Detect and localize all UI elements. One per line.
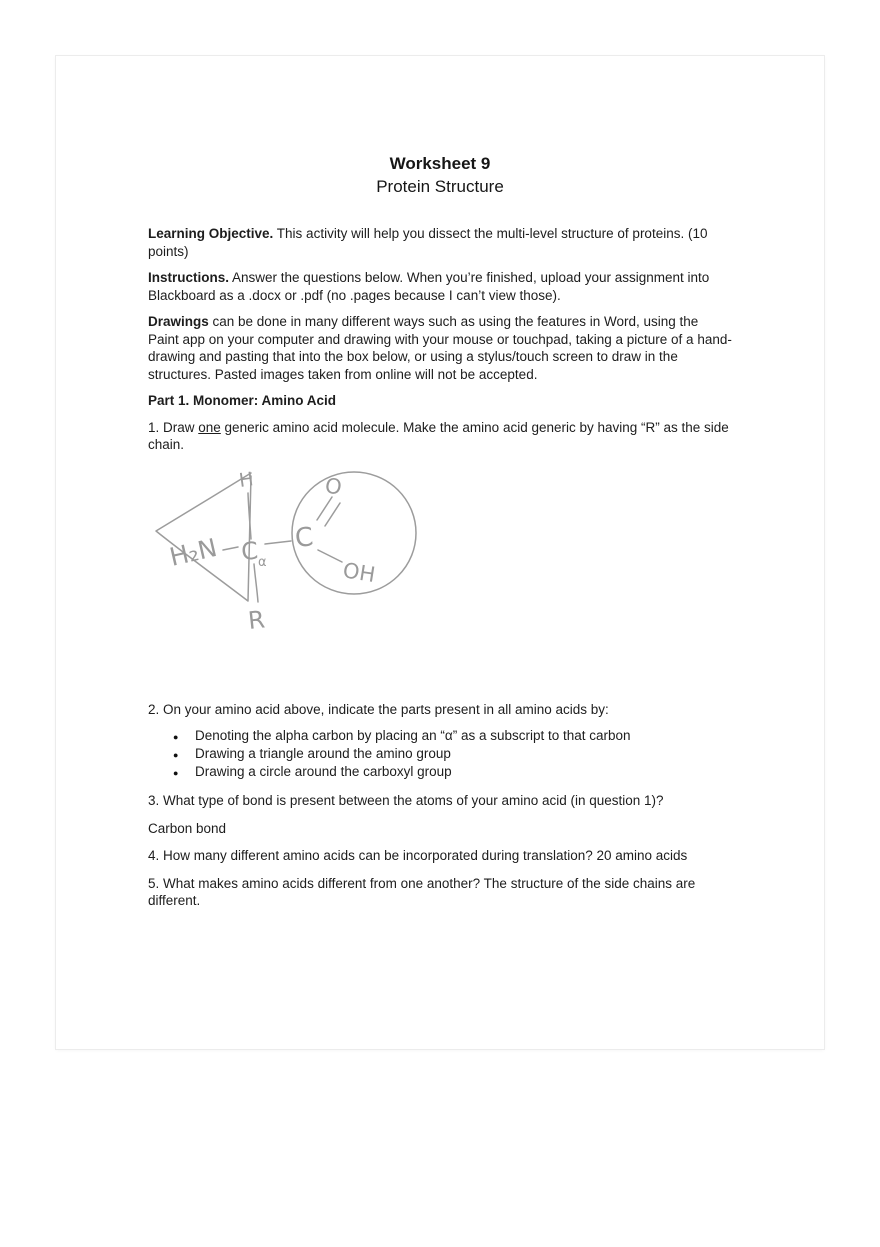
bullet-text: Drawing a circle around the carboxyl group — [195, 764, 452, 779]
bullet-icon: ● — [173, 768, 179, 778]
hydroxyl-label: OH — [341, 557, 377, 587]
side-chain-label: R — [246, 604, 267, 635]
instructions-label: Instructions. — [148, 270, 230, 285]
doc-title: Worksheet 9 — [389, 154, 491, 173]
answer-3: Carbon bond — [148, 820, 227, 836]
bullet-icon: ● — [173, 732, 179, 742]
drawings-label: Drawings — [148, 314, 209, 329]
c-to-oh-bond — [318, 550, 342, 562]
c-o-double-bond-1 — [317, 497, 332, 520]
learning-objective-text: This activity will help you dissect the multi-level structure of proteins. (10 points) — [148, 226, 708, 259]
learning-objective-label: Learning Objective. — [148, 226, 274, 241]
part1-heading: Part 1. Monomer: Amino Acid — [148, 393, 337, 408]
question-2: 2. On your amino acid above, indicate the parts present in all amino acids by: — [148, 701, 609, 717]
question-1-suffix: generic amino acid molecule. Make the amino acid generic by having “R” as the side chain. — [148, 419, 729, 452]
doc-subtitle: Protein Structure — [376, 177, 504, 196]
bullet-text: Drawing a triangle around the amino group — [195, 746, 451, 761]
drawings-text: can be done in many different ways such as using the features in Word, using the Paint app on your computer and drawing with your mouse or touchpad, taking a picture of a hand-drawing and pasting that into the box below, or using a stylus/touch screen to draw in the structures. Pasted images taken from online will not be accepted. — [148, 314, 732, 382]
hydrogen-label: H — [237, 467, 255, 492]
oxygen-label: O — [323, 472, 344, 500]
alpha-subscript-label: α — [258, 554, 267, 570]
list-item — [148, 727, 732, 745]
document-page — [56, 56, 824, 1049]
list-item — [148, 745, 732, 763]
instructions-text: Answer the questions below. When you’re finished, upload your assignment into Blackboard as a .docx or .pdf (no .pages because I can’t view those). — [148, 270, 710, 303]
bullet-icon: ● — [173, 750, 179, 760]
question-1-underlined-word: one — [198, 419, 221, 435]
bullet-text: Denoting the alpha carbon by placing an “α” as a subscript to that carbon — [195, 728, 631, 743]
list-item — [148, 763, 732, 781]
alpha-carbon-label: C — [240, 536, 260, 566]
learning-objective-paragraph — [148, 225, 732, 260]
question-1 — [148, 419, 732, 454]
c-o-double-bond-2 — [325, 503, 340, 526]
drawings-paragraph — [148, 313, 732, 383]
question-2-bullet-list — [148, 727, 732, 781]
question-1-prefix: 1. Draw — [148, 419, 199, 435]
n-to-c-bond — [223, 547, 238, 550]
instructions-paragraph — [148, 269, 732, 304]
question-3: 3. What type of bond is present between the atoms of your amino acid (in question 1)? — [148, 793, 664, 808]
question-4: 4. How many different amino acids can be incorporated during translation? 20 amino acids — [148, 848, 688, 863]
carboxyl-carbon-label: C — [293, 521, 315, 554]
question-5: 5. What makes amino acids different from one another? The structure of the side chains are different. — [148, 875, 696, 908]
amino-acid-drawing — [150, 463, 420, 635]
amino-group-label: H₂N — [166, 532, 220, 572]
c-to-c-bond — [265, 541, 291, 544]
